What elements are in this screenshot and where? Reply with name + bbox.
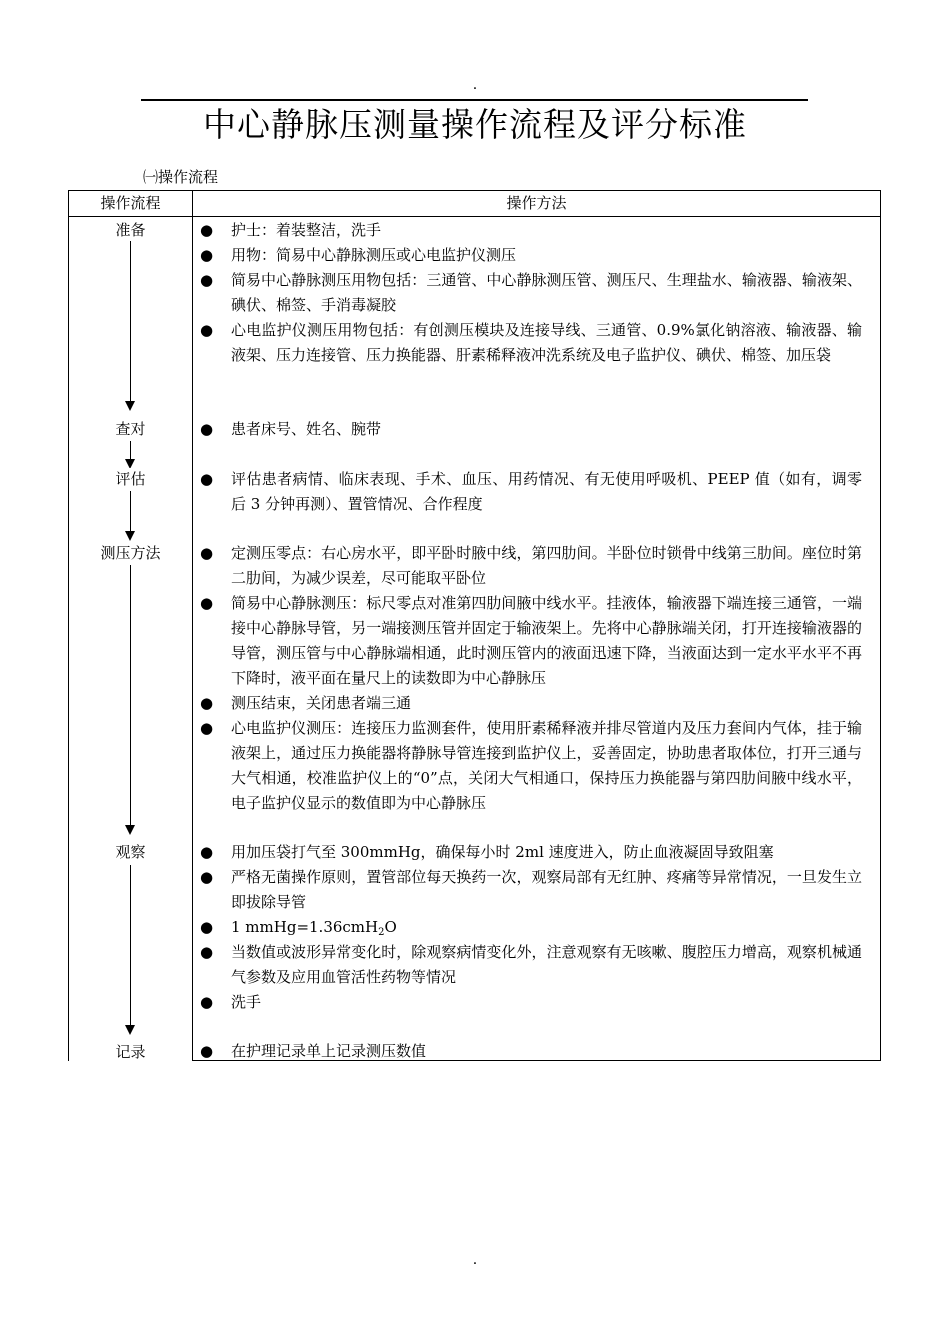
bullet-text: 用物：简易中心静脉测压或心电监护仪测压 [231,246,517,264]
bullet-dot: ● [200,719,214,737]
list-item [200,990,862,1015]
flow-arrow-5 [130,865,131,1025]
bullet-dot: ● [200,868,214,886]
bullet-text: 严格无菌操作原则，置管部位每天换药一次，观察局部有无红肿、疼痛等异常情况，一旦发生立即拔除导管 [231,868,862,911]
step-label-check: 查对 [69,418,192,440]
header-cell-method: 操作方法 [506,194,567,212]
bullet-text: 患者床号、姓名、腕带 [231,420,382,438]
step-label-measure: 测压方法 [69,542,192,564]
step-label-record: 记录 [69,1041,192,1063]
list-item [200,716,862,816]
bullet-dot: ● [200,918,214,936]
bullet-dot: ● [200,1042,214,1060]
flow-arrow-4 [130,565,131,825]
bullet-text: 简易中心静脉测压用物包括：三通管、中心静脉测压管、测压尺、生理盐水、输液器、输液架、碘伏、棉签、手消毒凝胶 [231,271,862,314]
bullet-dot: ● [200,544,214,562]
formula-lhs: 1 mmHg=1.36cmH [231,918,379,936]
bullet-text: 定测压零点：右心房水平，即平卧时腋中线，第四肋间。半卧位时锁骨中线第三肋间。座位时第二肋间，为减少误差，尽可能取平卧位 [231,544,862,587]
bullet-text: 护士：着装整洁，洗手 [231,221,382,239]
header-dot: . [472,77,478,93]
bullet-dot: ● [200,594,214,612]
step-label-assess: 评估 [69,468,192,490]
flow-arrow-2 [130,441,131,459]
list-item [200,243,862,268]
bullet-dot: ● [200,943,214,961]
bullet-text: 心电监护仪测压：连接压力监测套件，使用肝素稀释液并排尽管道内及压力套间内气体，挂于输液架上，通过压力换能器将静脉导管连接到监护仪上，妥善固定，协助患者取体位，打开三通与大气相通，校准监护仪上的“0”点，关闭大气相通口，保持压力换能器与第四肋间腋中线水平，电子监护仪显示的数值即为中心静脉压 [231,719,862,812]
header-cell-process: 操作流程 [100,194,161,212]
bullet-dot: ● [200,321,214,339]
column-divider [192,191,193,1060]
bullet-text: 当数值或波形异常变化时，除观察病情变化外，注意观察有无咳嗽、腹腔压力增高，观察机械通气参数及应用血管活性药物等情况 [231,943,862,986]
procedure-table [68,190,881,1061]
formula-tail: O [384,918,397,936]
bullet-dot: ● [200,993,214,1011]
bullet-dot: ● [200,470,214,488]
header-divider [69,216,880,217]
step-label-prepare: 准备 [69,219,192,241]
list-item [200,218,862,243]
list-item [200,318,862,368]
list-item [200,840,862,865]
bullet-text: 洗手 [231,993,262,1011]
section-label: ㈠操作流程 [143,168,219,186]
bullet-text: 简易中心静脉测压：标尺零点对准第四肋间腋中线水平。挂液体，输液器下端连接三通管，一端接中心静脉导管，另一端接测压管并固定于输液架上。先将中心静脉端关闭，打开连接输液器的导管，测压管与中心静脉端相通，此时测压管内的液面迅速下降，当液面达到一定水平水平不再下降时，液平面在量尺上的读数即为中心静脉压 [231,594,862,687]
list-item [200,268,862,318]
bullet-text: 在护理记录单上记录测压数值 [231,1042,427,1060]
bullet-dot: ● [200,271,214,289]
list-item [200,691,862,716]
bullet-text: 心电监护仪测压用物包括：有创测压模块及连接导线、三通管、0.9%氯化钠溶液、输液器、输液架、压力连接管、压力换能器、肝素稀释液冲洗系统及电子监护仪、碘伏、棉签、加压袋 [231,321,862,364]
formula-subscript: 2 [378,927,385,938]
list-item [200,591,862,691]
page-title: 中心静脉压测量操作流程及评分标准 [203,105,747,144]
header-rule [141,99,808,101]
bullet-dot: ● [200,420,214,438]
flow-arrow-1 [130,241,131,401]
bullet-dot: ● [200,221,214,239]
list-item [200,865,862,915]
footer-dot: . [472,1252,478,1268]
step-label-observe: 观察 [69,841,192,863]
list-item [200,541,862,591]
bullet-text: 用加压袋打气至 300mmHg，确保每小时 2ml 速度进入，防止血液凝固导致阻塞 [231,843,774,861]
list-item [200,940,862,990]
list-item [200,1039,862,1064]
bullet-dot: ● [200,694,214,712]
flow-arrow-3 [130,491,131,531]
bullet-dot: ● [200,246,214,264]
bullet-text: 评估患者病情、临床表现、手术、血压、用药情况、有无使用呼吸机、PEEP 值（如有，调零后 3 分钟再测）、置管情况、合作程度 [231,470,862,513]
bullet-dot: ● [200,843,214,861]
list-item [200,467,862,517]
bullet-text: 测压结束，关闭患者端三通 [231,694,412,712]
list-item [200,417,862,442]
